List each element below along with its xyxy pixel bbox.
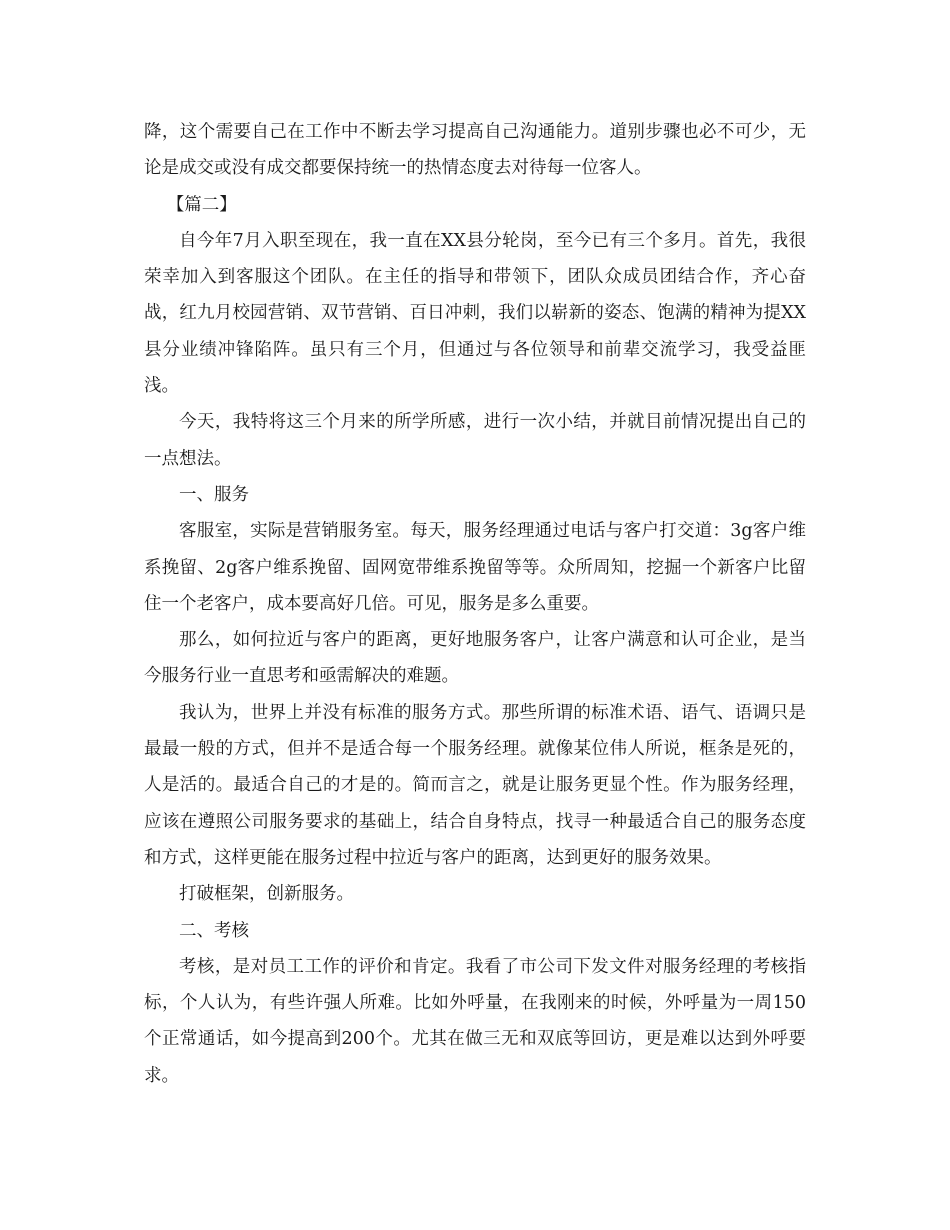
section-heading: 【篇二】: [166, 194, 237, 215]
paragraph: 考核，是对员工工作的评价和肯定。我看了市公司下发文件对服务经理的考核指标，个人认为，有些许强人所难。比如外呼量，在我刚来的时候，外呼量为一周150个正常通话，如今提高到200个。尤其在做三无和双底等回访，更是难以达到外呼要求。: [144, 956, 806, 1086]
paragraph: 我认为，世界上并没有标准的服务方式。那些所谓的标准术语、语气、语调只是最最一般的方式，但并不是适合每一个服务经理。就像某位伟人所说，框条是死的，人是活的。最适合自己的才是的。简而言之，就是让服务更显个性。作为服务经理，应该在遵照公司服务要求的基础上，结合自身特点，找寻一种最适合自己的服务态度和方式，这样更能在服务过程中拉近与客户的距离，达到更好的服务效果。: [144, 702, 806, 868]
paragraph: 今天，我特将这三个月来的所学所感，进行一次小结，并就目前情况提出自己的一点想法。: [144, 412, 806, 469]
subheading: 二、考核: [179, 920, 249, 941]
document-body: [144, 114, 806, 1094]
paragraph: 降，这个需要自己在工作中不断去学习提高自己沟通能力。道别步骤也必不可少，无论是成交或没有成交都要保持统一的热情态度去对待每一位客人。: [144, 122, 806, 179]
paragraph: 那么，如何拉近与客户的距离，更好地服务客户，让客户满意和认可企业，是当今服务行业一直思考和亟需解决的难题。: [144, 630, 806, 687]
paragraph: 客服室，实际是营销服务室。每天，服务经理通过电话与客户打交道：3g客户维系挽留、2g客户维系挽留、固网宽带维系挽留等等。众所周知，挖掘一个新客户比留住一个老客户，成本要高好几倍。可见，服务是多么重要。: [144, 521, 806, 614]
subheading: 一、服务: [179, 484, 249, 505]
paragraph: 打破框架，创新服务。: [179, 884, 354, 905]
paragraph: 自今年7月入职至现在，我一直在XX县分轮岗，至今已有三个多月。首先，我很荣幸加入到客服这个团队。在主任的指导和带领下，团队众成员团结合作，齐心奋战，红九月校园营销、双节营销、百日冲刺，我们以崭新的姿态、饱满的精神为提XX县分业绩冲锋陷阵。虽只有三个月，但通过与各位领导和前辈交流学习，我受益匪浅。: [144, 230, 806, 397]
